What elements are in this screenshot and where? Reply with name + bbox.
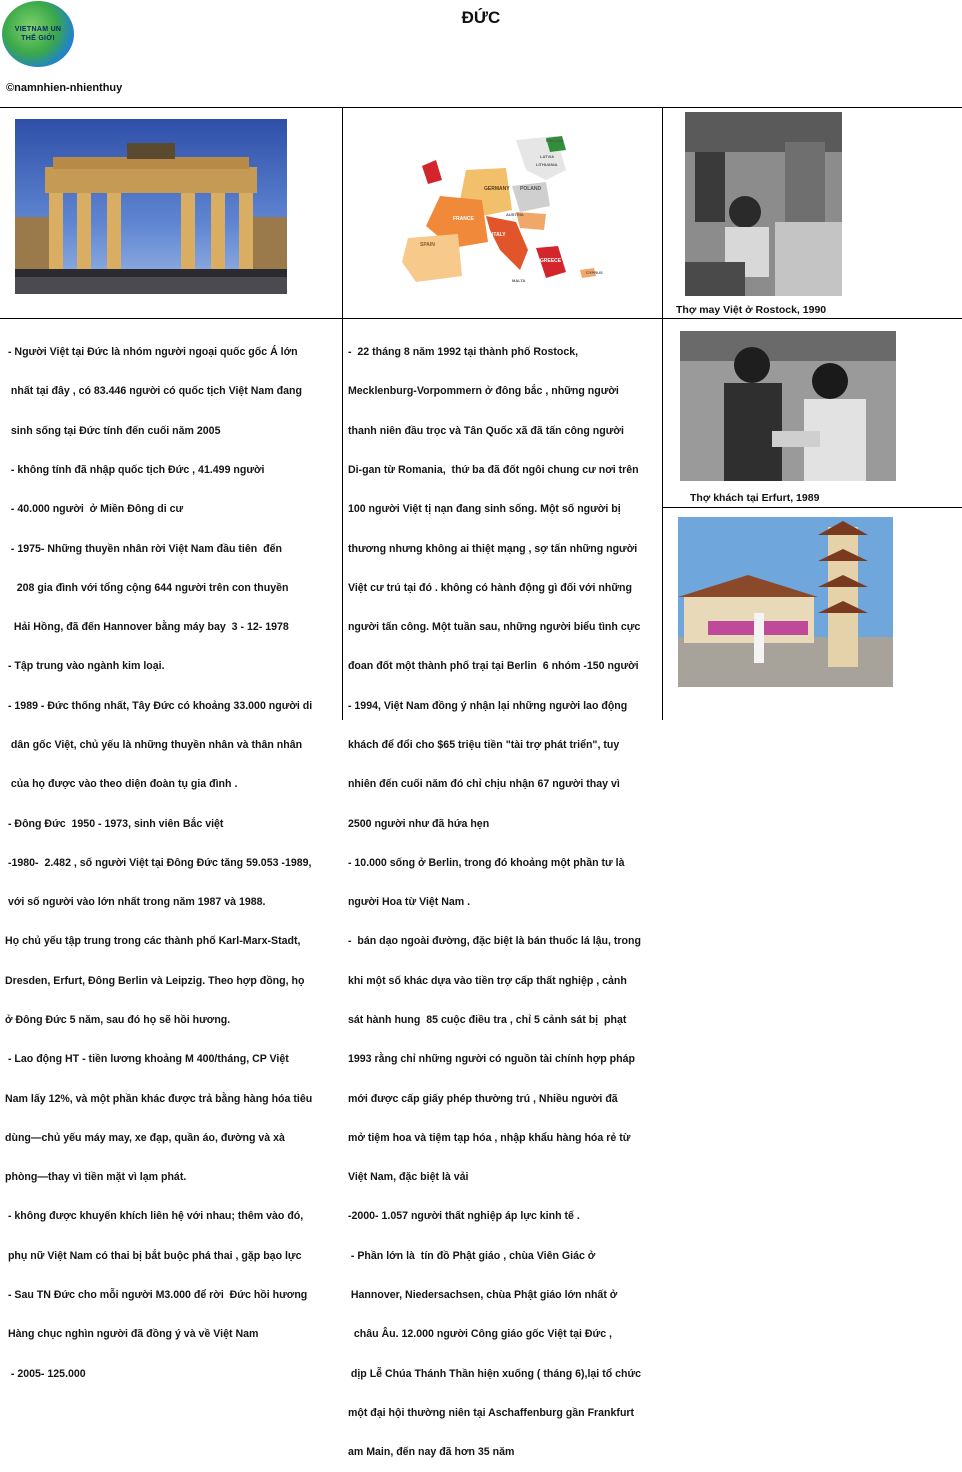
column-divider-1 xyxy=(342,107,343,720)
col1-line: Nam lấy 12%, và một phần khác được trả bằng hàng hóa tiêu xyxy=(5,1092,313,1105)
col2-line: 2500 người như đã hứa hẹn xyxy=(345,817,490,830)
col2-line: Di-gan từ Romania, thứ ba đã đốt ngôi chung cư nơi trên xyxy=(345,464,639,477)
logo-text-bottom: THẾ GIỚI xyxy=(21,35,55,42)
map-label-cyprus: CYPRUS xyxy=(586,270,603,275)
col1-line: với số người vào lớn nhất trong năm 1987 và 1988. xyxy=(5,896,266,909)
brandenburg-gate-photo xyxy=(15,119,287,294)
col2-line: thương nhưng không ai thiệt mạng , sợ tấn những người xyxy=(345,542,638,555)
col2-line: - 10.000 sống ở Berlin, trong đó khoảng một phần tư là xyxy=(345,856,625,869)
column-2-text xyxy=(345,320,641,1472)
europe-map xyxy=(396,130,614,292)
map-label-greece: GREECE xyxy=(540,258,562,264)
col2-line: thanh niên đầu trọc và Tân Quốc xã đã tấn công người xyxy=(345,424,624,437)
col2-line: khi một số khác dựa vào tiền trợ cấp thất nghiệp , cảnh xyxy=(345,974,627,987)
col1-line: - không được khuyến khích liên hệ với nhau; thêm vào đó, xyxy=(5,1210,304,1223)
map-label-poland: POLAND xyxy=(520,186,542,192)
row-divider-col1 xyxy=(0,318,342,319)
row-divider-col2 xyxy=(342,318,962,319)
col2-line: -2000- 1.057 người thất nghiệp áp lực kinh tế . xyxy=(345,1210,580,1223)
col2-line: người tấn công. Một tuần sau, những người biểu tình cực xyxy=(345,621,641,634)
column-divider-2 xyxy=(662,107,663,720)
map-label-spain: SPAIN xyxy=(420,242,435,248)
sewing-workers-photo xyxy=(685,112,842,296)
col1-line: Hải Hồng, đã đến Hannover bằng máy bay 3 - 12- 1978 xyxy=(5,621,289,634)
col2-line: đoan đốt một thành phố trại tại Berlin 6 nhóm -150 người xyxy=(345,660,639,673)
col1-line: Hàng chục nghìn người đã đồng ý và về Việt Nam xyxy=(5,1328,259,1341)
col1-line: - Lao động HT - tiền lương khoảng M 400/tháng, CP Việt xyxy=(5,1053,289,1066)
col2-line: châu Âu. 12.000 người Công giáo gốc Việt tại Đức , xyxy=(345,1328,612,1341)
col1-line: Dresden, Erfurt, Đông Berlin và Leipzig. Theo hợp đồng, họ xyxy=(5,974,305,987)
col2-line: Việt cư trú tại đó . không có hành động gì đối với những xyxy=(345,581,632,594)
map-label-finland: FINLAND xyxy=(546,138,564,143)
col2-line: nhiên đến cuối năm đó chỉ chịu nhận 67 người thay vì xyxy=(345,778,620,791)
col2-line: 100 người Việt tị nạn đang sinh sống. Một số người bị xyxy=(345,503,621,516)
map-label-malta: MALTA xyxy=(512,278,526,283)
col2-line: Hannover, Niedersachsen, chùa Phật giáo lớn nhất ở xyxy=(345,1288,618,1301)
map-label-france: FRANCE xyxy=(453,216,474,222)
caption-erfurt: Thợ khách tại Erfurt, 1989 xyxy=(690,492,820,504)
col1-line: - không tính đã nhập quốc tịch Đức , 41.499 người xyxy=(5,464,265,477)
col1-line: nhất tại đây , có 83.446 người có quốc tịch Việt Nam đang xyxy=(5,385,302,398)
workers-photo xyxy=(680,331,896,481)
col1-line: - Tập trung vào ngành kim loại. xyxy=(5,660,165,673)
col2-line: sát hành hung 85 cuộc điều tra , chỉ 5 cảnh sát bị phạt xyxy=(345,1013,627,1026)
col2-line: mới được cấp giấy phép thường trú , Nhiều người đã xyxy=(345,1092,618,1105)
col1-line: - Đông Đức 1950 - 1973, sinh viên Bắc việt xyxy=(5,817,224,830)
col2-line: 1993 rằng chỉ những người có nguồn tài chính hợp pháp xyxy=(345,1053,635,1066)
col2-line: - 1994, Việt Nam đồng ý nhận lại những người lao động xyxy=(345,699,628,712)
caption-rostock: Thợ may Việt ở Rostock, 1990 xyxy=(676,304,827,316)
col1-line: phòng—thay vì tiền mặt vì lạm phát. xyxy=(5,1171,187,1184)
map-label-latvia: LATVIA xyxy=(540,154,555,159)
col2-line: khách để đổi cho $65 triệu tiền "tài trợ phát triển", tuy xyxy=(345,739,620,751)
col1-line: - Sau TN Đức cho mỗi người M3.000 để rời Đức hồi hương xyxy=(5,1288,308,1301)
map-label-lithuania: LITHUANIA xyxy=(536,162,558,167)
map-label-austria: AUSTRIA xyxy=(506,212,524,217)
col1-line: 208 gia đình với tổng cộng 644 người trên con thuyền xyxy=(5,581,289,594)
col1-line: - 1989 - Đức thống nhất, Tây Đức có khoảng 33.000 người di xyxy=(5,699,313,712)
logo-text-top: VIETNAM UN xyxy=(14,26,62,33)
col1-line: - 2005- 125.000 xyxy=(5,1367,86,1380)
col2-line: mở tiệm hoa và tiệm tạp hóa , nhập khẩu hàng hóa rẻ từ xyxy=(345,1131,631,1144)
col2-line: Mecklenburg-Vorpommern ở đông bắc , những người xyxy=(345,385,619,398)
col1-line: dùng—chủ yếu máy may, xe đạp, quần áo, đường và xà xyxy=(5,1131,285,1144)
pagoda-photo xyxy=(678,517,893,687)
col1-line: phụ nữ Việt Nam có thai bị bắt buộc phá thai , gặp bạo lực xyxy=(5,1249,302,1262)
col1-line: - 40.000 người ở Miền Đông di cư xyxy=(5,503,184,516)
col2-line: - bán dạo ngoài đường, đặc biệt là bán thuốc lá lậu, trong xyxy=(345,935,641,948)
page-title: ĐỨC xyxy=(461,8,501,27)
col1-line: ở Đông Đức 5 năm, sau đó họ sẽ hồi hương. xyxy=(5,1013,231,1026)
row-divider-col3 xyxy=(662,507,962,508)
col2-line: - 22 tháng 8 năm 1992 tại thành phố Rostock, xyxy=(345,346,579,359)
col2-line: một đại hội thường niên tại Aschaffenburg gần Frankfurt xyxy=(345,1406,635,1419)
col2-line: người Hoa từ Việt Nam . xyxy=(345,896,471,909)
map-label-germany: GERMANY xyxy=(484,186,510,192)
col2-line: - Phần lớn là tín đồ Phật giáo , chùa Viên Giác ở xyxy=(345,1249,596,1262)
col1-line: Họ chủ yếu tập trung trong các thành phố Karl-Marx-Stadt, xyxy=(5,935,301,948)
col1-line: - Người Việt tại Đức là nhóm người ngoại quốc gốc Á lớn xyxy=(5,346,298,359)
col1-line: -1980- 2.482 , số người Việt tại Đông Đức tăng 59.053 -1989, xyxy=(5,856,312,869)
col2-line: am Main, đến nay đã hơn 35 năm xyxy=(345,1446,515,1459)
col1-line: của họ được vào theo diện đoàn tụ gia đình . xyxy=(5,778,238,791)
top-divider xyxy=(0,107,962,108)
col1-line: sinh sống tại Đức tính đến cuối năm 2005 xyxy=(5,424,221,437)
map-label-italy: ITALY xyxy=(492,232,506,238)
col2-line: Việt Nam, đặc biệt là vải xyxy=(345,1171,469,1184)
author-credit: ©namnhien-nhienthuy xyxy=(6,82,123,94)
column-1-text xyxy=(5,320,312,1394)
col2-line: dịp Lễ Chúa Thánh Thần hiện xuống ( tháng 6),lại tổ chức xyxy=(345,1367,642,1380)
col1-line: dân gốc Việt, chủ yếu là những thuyền nhân và thân nhân xyxy=(5,739,303,751)
col1-line: - 1975- Những thuyền nhân rời Việt Nam đầu tiên đến xyxy=(5,542,282,555)
